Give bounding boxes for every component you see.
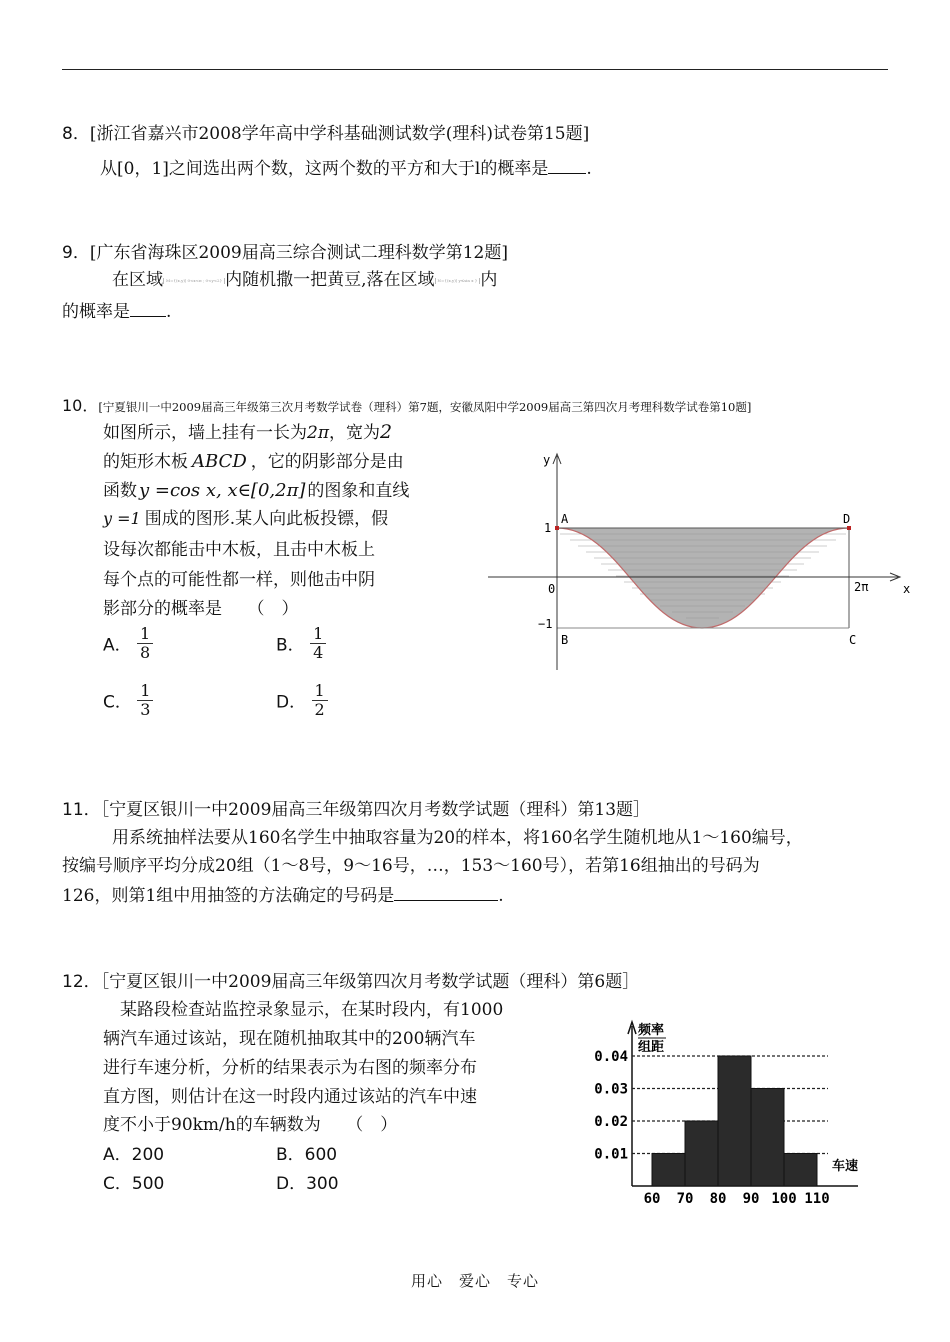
question-12-line3: 进行车速分析，分析的结果表示为右图的频率分布 <box>103 1058 477 1078</box>
option-b[interactable] <box>276 1140 337 1165</box>
function-expression: y =cos x, x∈[0,2π] <box>139 480 306 501</box>
y-neg-one-label: −1 <box>538 617 553 631</box>
option-fraction <box>137 625 153 661</box>
y-tick-label: 0.03 <box>594 1081 628 1098</box>
question-8-body <box>100 154 592 179</box>
answer-blank[interactable] <box>130 302 166 317</box>
question-12-header <box>62 967 639 992</box>
option-label: D． <box>276 692 307 713</box>
question-11-line3 <box>62 881 504 906</box>
x-tick-labels <box>644 1191 830 1207</box>
question-number: 11． <box>62 800 101 820</box>
question-source: [广东省海珠区2009届高三综合测试二理科数学第12题] <box>89 243 508 263</box>
question-9-line1 <box>112 265 497 290</box>
question-text: 如图所示，墙上挂有一长为 <box>103 423 307 443</box>
y-tick-label: 0.04 <box>594 1049 628 1065</box>
question-text: 的概率是 <box>62 302 130 322</box>
question-10-line6: 每个点的可能性都一样，则他击中阴 <box>103 570 375 590</box>
question-number: 8． <box>62 124 90 144</box>
denominator: 4 <box>313 642 324 662</box>
question-10-line4 <box>103 504 388 529</box>
x-tick-label: 60 <box>643 1191 661 1207</box>
board-label: ABCD <box>192 451 247 472</box>
denominator: 2 <box>314 699 325 719</box>
question-text: 内 <box>480 270 498 290</box>
origin-label: 0 <box>548 582 556 596</box>
point-d-marker <box>847 526 851 530</box>
option-fraction <box>310 625 326 661</box>
question-12-line1: 某路段检查站监控录象显示，在某时段内，有1000 <box>120 1000 504 1020</box>
numerator: 1 <box>140 624 151 643</box>
question-text: ，它的阴影部分是由 <box>250 452 404 472</box>
header-rule <box>62 69 888 70</box>
denominator: 8 <box>140 642 151 662</box>
option-label: A． <box>103 1145 132 1165</box>
question-source: ［宁夏区银川一中2009届高三年级第四次月考数学试题（理科）第13题］ <box>100 800 651 820</box>
question-text: 函数 <box>103 481 137 501</box>
question-text: 围成的图形.某人向此板投镖，假 <box>144 509 389 529</box>
histogram-bar <box>751 1089 784 1187</box>
option-value: 500 <box>131 1174 165 1194</box>
x-tick-label: 100 <box>771 1191 797 1207</box>
frequency-histogram <box>588 1016 868 1208</box>
shaded-region <box>557 528 849 628</box>
point-a-label: A <box>561 512 569 526</box>
option-a[interactable] <box>103 625 153 661</box>
question-12-line4: 直方图，则估计在这一时段内通过该站的汽车中速 <box>103 1087 477 1107</box>
question-text: ，宽为 <box>329 423 380 443</box>
histogram-bar <box>718 1056 751 1186</box>
point-d-label: D <box>843 512 851 526</box>
y-tick-label: 0.02 <box>594 1114 628 1130</box>
y-tick-labels <box>594 1049 628 1163</box>
question-8-header <box>62 119 589 144</box>
histogram-bar <box>784 1154 817 1187</box>
option-d[interactable] <box>276 1169 339 1194</box>
question-10-header <box>62 393 751 416</box>
cosine-board-figure <box>480 448 920 678</box>
numerator: 1 <box>314 681 325 700</box>
question-text: 126，则第1组中用抽签的方法确定的号码是 <box>62 886 395 906</box>
question-9-line2 <box>62 297 171 322</box>
question-10-line5: 设每次都能击中木板，且击中木板上 <box>103 540 375 560</box>
question-number: 10． <box>62 396 99 415</box>
line-equation: y =1 <box>103 509 141 528</box>
option-b[interactable] <box>276 625 326 661</box>
y-axis-label: y <box>543 453 551 467</box>
option-fraction <box>312 682 328 718</box>
option-d[interactable] <box>276 682 328 718</box>
question-text: 的图象和直线 <box>307 481 410 501</box>
question-11-line1: 用系统抽样法要从160名学生中抽取容量为20的样本，将160名学生随机地从1～160编号， <box>112 828 803 848</box>
histogram-bar <box>652 1154 685 1187</box>
board-width: 2 <box>380 421 393 443</box>
question-10-line7: 影部分的概率是 （ ） <box>103 599 299 619</box>
question-12-line5: 度不小于90km/h的车辆数为 （ ） <box>103 1115 398 1135</box>
question-text: 内随机撒一把黄豆,落在区域 <box>225 270 435 290</box>
question-number: 12． <box>62 972 101 992</box>
option-c[interactable] <box>103 1169 164 1194</box>
x-tick-label: 80 <box>709 1191 727 1207</box>
histogram-bar <box>685 1121 718 1186</box>
board-length: 2π <box>307 423 329 443</box>
question-source: [浙江省嘉兴市2008学年高中学科基础测试数学(理科)试卷第15题] <box>89 124 590 144</box>
question-source: [宁夏银川一中2009届高三年级第三次月考数学试卷（理科）第7题，安徽凤阳中学2009届高三第四次月考理科数学试卷第10题] <box>98 400 752 414</box>
option-label: C． <box>103 1174 132 1194</box>
question-11-header <box>62 795 650 820</box>
option-value: 300 <box>306 1174 339 1194</box>
question-9-header <box>62 238 508 263</box>
option-value: 200 <box>131 1145 165 1165</box>
two-pi-label: 2π <box>854 580 869 594</box>
numerator: 1 <box>313 624 324 643</box>
question-10-line3 <box>103 476 409 501</box>
question-text: 的矩形木板 <box>103 452 188 472</box>
answer-blank[interactable] <box>394 886 498 901</box>
question-number: 9． <box>62 243 90 263</box>
answer-blank[interactable] <box>548 159 586 174</box>
option-label: B． <box>276 1145 305 1165</box>
question-source: ［宁夏区银川一中2009届高三年级第四次月考数学试题（理科）第6题］ <box>100 972 640 992</box>
y-one-label: 1 <box>544 521 552 535</box>
question-11-line2: 按编号顺序平均分成20组（1～8号，9～16号，…，153～160号），若第16组抽出的号码为 <box>62 856 760 876</box>
y-label-bottom: 组距 <box>638 1040 665 1055</box>
option-a[interactable] <box>103 1140 164 1165</box>
point-c-label: C <box>849 633 857 647</box>
x-axis-label: x <box>903 582 911 596</box>
question-text: 从[0，1]之间选出两个数，这两个数的平方和大于l的概率是 <box>100 159 549 179</box>
option-c[interactable] <box>103 682 153 718</box>
question-text: 在区域 <box>112 270 163 290</box>
denominator: 3 <box>140 699 151 719</box>
point-b-label: B <box>561 633 569 647</box>
option-label: C． <box>103 692 132 713</box>
option-label: B． <box>276 635 305 656</box>
x-tick-label: 90 <box>742 1191 760 1207</box>
point-a-marker <box>555 526 559 530</box>
question-12-line2: 辆汽车通过该站，现在随机抽取其中的200辆汽车 <box>103 1029 476 1049</box>
punctuation: . <box>498 886 504 906</box>
y-label-top: 频率 <box>638 1023 665 1038</box>
option-fraction <box>137 682 153 718</box>
y-tick-label: 0.01 <box>594 1146 628 1163</box>
x-tick-label: 110 <box>804 1191 830 1207</box>
punctuation: . <box>166 302 172 322</box>
region-n-formula: N={(x,y)| y≤sin x } <box>435 278 481 284</box>
option-label: D． <box>276 1174 307 1194</box>
region-m-formula: M={(x,y)| 0<x<π ; 0<y<2} <box>163 278 225 284</box>
question-10-line1 <box>103 418 392 443</box>
option-label: A． <box>103 635 132 656</box>
x-axis-label: 车速 <box>832 1159 859 1174</box>
page-footer: 用心 爱心 专心 <box>410 1272 539 1290</box>
numerator: 1 <box>140 681 151 700</box>
question-10-line2 <box>103 447 404 472</box>
x-tick-label: 70 <box>676 1191 694 1207</box>
punctuation: . <box>586 159 592 179</box>
option-value: 600 <box>304 1145 338 1165</box>
